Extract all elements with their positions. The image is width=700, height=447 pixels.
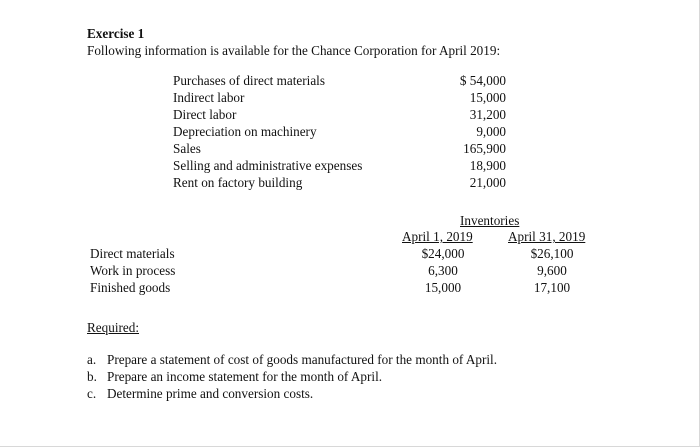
inventory-end-value: 17,100 — [533, 280, 571, 295]
item-label: Sales — [173, 141, 201, 156]
inventory-row-label: Finished goods — [90, 280, 171, 295]
column-header-end: April 31, 2019 — [508, 229, 586, 244]
inventories-title: Inventories — [460, 213, 520, 228]
task-marker: c. — [87, 386, 97, 401]
item-amount: $ 54,000 — [459, 73, 506, 88]
exercise-title: Exercise 1 — [87, 26, 145, 41]
item-label: Indirect labor — [173, 90, 245, 105]
item-label: Depreciation on machinery — [173, 124, 317, 139]
item-amount: 31,200 — [469, 107, 506, 122]
item-label: Selling and administrative expenses — [173, 158, 363, 173]
task-text: Determine prime and conversion costs. — [107, 386, 314, 401]
inventory-end-value: 9,600 — [537, 263, 567, 278]
intro-text: Following information is available for the Chance Corporation for April 2019: — [87, 43, 501, 58]
item-amount: 21,000 — [469, 175, 506, 190]
column-header-begin: April 1, 2019 — [402, 229, 473, 244]
task-marker: a. — [87, 352, 97, 367]
inventory-begin-value: $24,000 — [421, 246, 465, 261]
task-text: Prepare an income statement for the month of April. — [107, 369, 383, 384]
required-heading: Required: — [87, 320, 140, 335]
inventory-end-value: $26,100 — [530, 246, 574, 261]
item-amount: 15,000 — [469, 90, 506, 105]
task-marker: b. — [87, 369, 97, 384]
item-label: Purchases of direct materials — [173, 73, 325, 88]
item-amount: 165,900 — [463, 141, 506, 156]
task-text: Prepare a statement of cost of goods manufactured for the month of April. — [107, 352, 498, 367]
item-amount: 9,000 — [476, 124, 506, 139]
inventory-begin-value: 15,000 — [424, 280, 462, 295]
inventory-begin-value: 6,300 — [428, 263, 458, 278]
item-label: Rent on factory building — [173, 175, 303, 190]
item-label: Direct labor — [173, 107, 237, 122]
inventory-row-label: Work in process — [90, 263, 176, 278]
inventory-row-label: Direct materials — [90, 246, 175, 261]
item-amount: 18,900 — [469, 158, 506, 173]
